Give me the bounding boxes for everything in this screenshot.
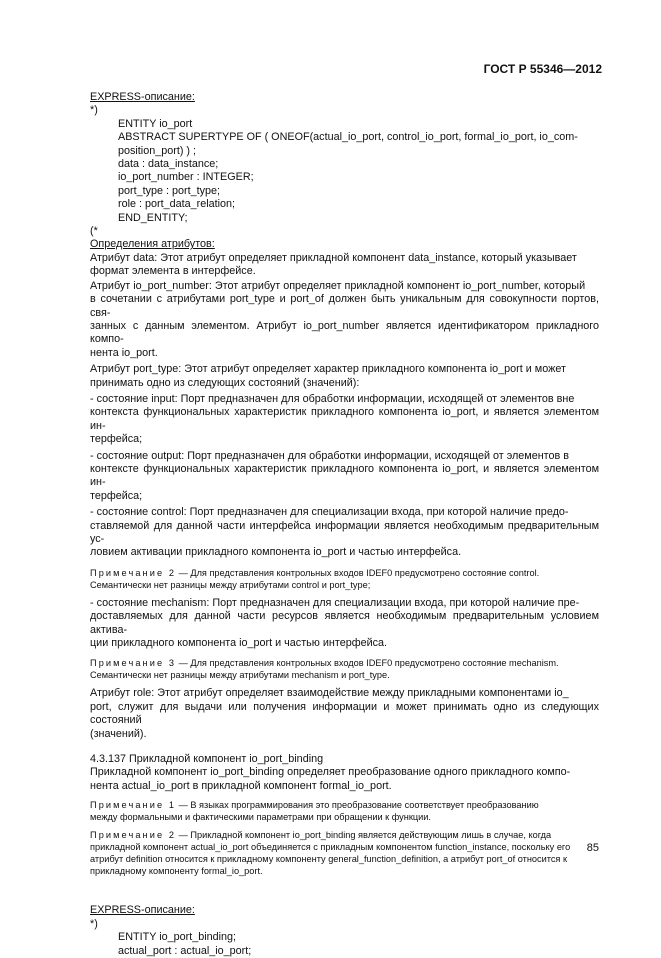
note-1-programming [90,799,599,823]
page-content [90,91,599,958]
paragraph-state-mechanism [90,597,599,651]
text-line: ловием активации прикладного компонента io_port и частью интерфейса. [90,546,462,559]
code-line: data : data_instance; [118,158,219,171]
text-line: контекста функциональных характеристик прикладного компонента io_port, и является элементом ин- [90,406,599,432]
text-line: (значений). [90,727,147,740]
note-line [90,657,599,669]
note-label: Примечание 1 [90,800,177,811]
section-title: 4.3.137 Прикладной компонент io_port_binding [90,753,324,766]
text-line: принимать одно из следующих состояний (значений): [90,376,360,389]
note-label: Примечание 3 [90,658,177,669]
paragraph-attr-port-type [90,363,599,390]
document-header-standard: ГОСТ Р 55346—2012 [483,62,602,76]
note-text: — Для представления контрольных входов IDEF0 предусмотрено состояние control. [178,567,540,578]
note-line [90,799,599,811]
text-line: нента actual_io_port в прикладной компонент formal_io_port. [90,779,392,792]
paragraph-attr-role [90,687,599,741]
note-text: — Для представления контрольных входов IDEF0 предусмотрено состояние mechanism. [178,658,559,669]
text-line: - состояние mechanism: Порт предназначен для специализации входа, при которой наличие пре- [90,596,580,609]
note-2-binding [90,829,599,877]
note-label: Примечание 2 [90,830,177,841]
text-line: Атрибут role: Этот атрибут определяет взаимодействие между прикладными компонентами io_ [90,687,569,700]
text-line: в сочетании с атрибутами port_type и port_of должен быть уникальным для совокупности портов, свя- [90,293,599,319]
section-4-3-137 [90,753,599,793]
paragraph-attr-io-port-number [90,280,599,360]
text-line: Атрибут port_type: Этот атрибут определяет характер прикладного компонента io_port и может [90,363,566,376]
text-line: занных с данным элементом. Атрибут io_port_number является идентификатором прикладного компо- [90,319,599,346]
note-text: — В языках программирования это преобразование соответствует преобразованию [178,800,539,811]
code-line: ENTITY io_port [118,117,193,130]
code-line: role : port_data_relation; [118,198,236,211]
comment-open: *) [90,104,98,117]
paragraph-state-control [90,506,599,560]
text-line: контексте функциональных характеристик прикладного компонента io_port, и является элементом ин- [90,462,599,489]
note-line: Семантически нет разницы между атрибутами control и port_type; [90,579,371,590]
express-code-block [118,931,599,958]
note-line: между формальными и фактическими параметрами при обращении к функции. [90,812,431,823]
express-heading: EXPRESS-описание: [90,91,195,103]
text-line: терфейса; [90,489,143,502]
text-line: нента io_port. [90,346,158,359]
code-line: ENTITY io_port_binding; [118,931,237,944]
spacer [90,880,599,904]
text-line: - состояние output: Порт предназначен для обработки информации, исходящей от элементов в [90,449,569,462]
text-line: ставляемой для данной части интерфейса информации является необходимым предварительным ус- [90,519,599,545]
code-line: position_port) ) ; [118,144,197,157]
page-number: 85 [586,842,599,854]
note-line: прикладному компоненту formal_io_port. [90,866,263,877]
text-line: Прикладной компонент io_port_binding определяет преобразование одного прикладного компо- [90,766,571,779]
comment-open: *) [90,917,98,930]
text-line: ции прикладного компонента io_port и частью интерфейса. [90,637,388,650]
note-line [90,829,599,841]
text-line: Атрибут data: Этот атрибут определяет прикладной компонент data_instance, который указывает [90,251,577,264]
note-line: прикладной компонент actual_io_port объединяется с прикладным компонентом function_instance, поскольку его [90,842,571,853]
paragraph-state-output [90,450,599,504]
text-line: формат элемента в интерфейсе. [90,265,256,278]
code-line: io_port_number : INTEGER; [118,171,254,184]
paragraph-state-input [90,393,599,447]
paragraph-attr-data [90,252,599,279]
code-line: actual_port : actual_io_port; [118,944,252,957]
express-heading: EXPRESS-описание: [90,904,195,917]
note-text: — Прикладной компонент io_port_binding является действующим лишь в случае, когда [178,830,552,841]
text-line: port, служит для выдачи или получения информации и может принимать одно из следующих состояний [90,700,599,727]
note-label: Примечание 2 [90,567,177,578]
definitions-heading: Определения атрибутов: [90,238,215,251]
express-code-block [118,118,599,225]
note-2-control [90,567,599,591]
code-line: ABSTRACT SUPERTYPE OF ( ONEOF(actual_io_port, control_io_port, formal_io_port, io_com- [118,131,578,144]
note-3-mechanism [90,657,599,681]
note-line: Семантически нет разницы между атрибутами mechanism и port_type. [90,670,390,681]
comment-close: (* [90,225,98,238]
text-line: - состояние control: Порт предназначен для специализации входа, при которой наличие предо- [90,506,569,519]
text-line: доставляемых для данной части ресурсов является необходимым предварительным условием актива- [90,610,599,636]
text-line: терфейса; [90,433,143,446]
code-line: port_type : port_type; [118,184,221,197]
text-line: Атрибут io_port_number: Этот атрибут определяет прикладной компонент io_port_number, который [90,279,586,292]
code-line: END_ENTITY; [118,211,188,224]
text-line: - состояние input: Порт предназначен для обработки информации, исходящей от элементов вне [90,392,575,405]
note-line: атрибут definition относится к прикладному компоненту general_function_definition, а атрибут port_of относится к [90,854,567,865]
note-line [90,567,599,579]
